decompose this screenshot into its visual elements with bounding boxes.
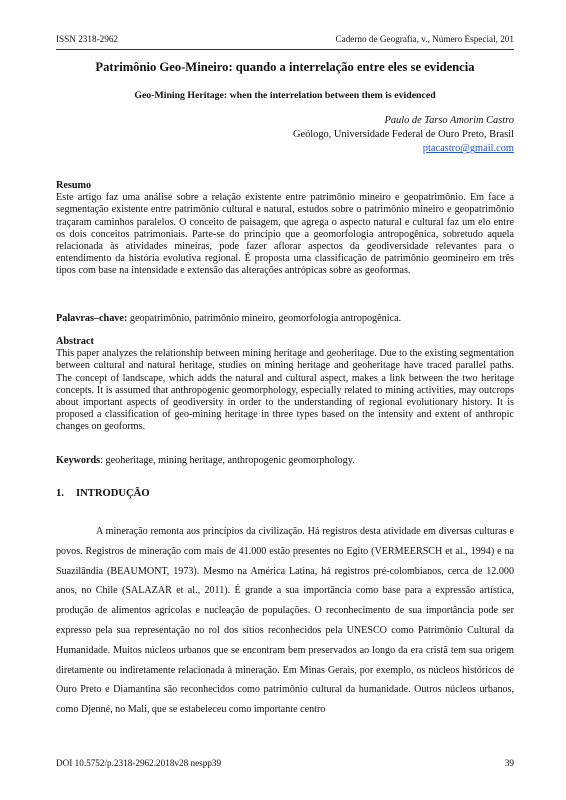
palavras-chave-text: geopatrimônio, patrimônio mineiro, geomorfologia antropogênica. — [127, 313, 402, 324]
resumo-section — [56, 180, 514, 278]
introducao-paragraph: A mineração remonta aos princípios da civilização. Há registros desta atividade em diversas culturas e povos. Registros de mineração com mais de 41.000 estão presentes no Egito (VERMEERSCH et al., 1994) e na Suazilândia (BEAUMONT, 1973). Mesmo na América Latina, há registros pré-colombianos, cerca de 12.000 anos, no Chile (SALAZAR et al., 2011). É grande a sua importância como base para a expressão artística, produção de alimentos agrícolas e nucleação de populações. O reconhecimento de sua importância pode ser expresso pela sua representação no rol dos sítios reconhecidos pela UNESCO como Patrimônio Cultural da Humanidade. Muitos núcleos urbanos que se encontram bem preservados ao longo da era cristã tem sua origem diretamente ou indiretamente relacionada à mineração. Em Minas Gerais, por exemplo, os núcleos históricos de Ouro Preto e Diamantina são reconhecidos como patrimônio cultural da humanidade. Outros núcleos urbanos, como Djenné, no Mali, que se estabeleceu como importante centro — [56, 526, 514, 716]
abstract-section — [56, 336, 514, 434]
header-divider — [56, 49, 514, 50]
keywords — [56, 455, 514, 466]
keywords-label: Keywords — [56, 455, 101, 466]
palavras-chave-label: Palavras–chave: — [56, 313, 128, 324]
palavras-chave — [56, 313, 514, 324]
abstract-heading: Abstract — [56, 336, 94, 347]
journal-label: Caderno de Geografia, v., Número Especial, 201 — [335, 34, 514, 44]
section-title: INTRODUÇÃO — [76, 488, 150, 499]
doi-label: DOI 10.5752/p.2318-2962.2018v28 nespp39 — [56, 758, 222, 768]
author-block — [56, 114, 514, 157]
running-header — [56, 34, 514, 48]
author-name: Paulo de Tarso Amorim Castro — [384, 115, 514, 126]
page-number: 39 — [504, 758, 514, 768]
author-affiliation: Geólogo, Universidade Federal de Ouro Preto, Brasil — [292, 129, 514, 141]
issn-label: ISSN 2318-2962 — [56, 34, 119, 44]
abstract-text: This paper analyzes the relationship between mining heritage and geoheritage. Due to the existing segmentation between cultural and natural heritage, studies on mining heritage and geoheritage have traced parallel paths. The concept of landscape, which adds the natural and cultural aspect, makes a link between the two heritage concepts. It is assumed that anthropogenic geomorphology, especially related to mining activities, may outcrops about important aspects of geodiversity in order to the understanding of regional evolutionary history. It is proposed a classification of geo-mining heritage in three types based on the intensity and extent of anthropic changes on geoforms. — [56, 348, 514, 433]
section-number: 1. — [56, 488, 64, 499]
paper-title: Patrimônio Geo-Mineiro: quando a interrelação entre eles se evidencia — [95, 60, 475, 74]
paper-subtitle: Geo-Mining Heritage: when the interrelation between them is evidenced — [134, 90, 436, 101]
author-email-link[interactable]: ptacastro@gmail.com — [422, 143, 514, 155]
keywords-text: : geoheritage, mining heritage, anthropogenic geomorphology. — [100, 455, 355, 466]
page-footer — [56, 758, 514, 772]
resumo-text: Este artigo faz uma análise sobre a relação existente entre patrimônio mineiro e geopatrimônio. Em face a segmentação existente entre patrimônio cultural e natural, estudos sobre o patrimônio mineiro e geopatrimônio traçaram caminhos paralelos. O conceito de paisagem, que agrega o aspecto natural e cultural faz um elo entre os dois conceitos patrimoniais. Parte-se do princípio que a geomorfologia antropogênica, sobretudo aquela relacionada às atividades mineiras, pode fazer aflorar aspectos da geodiversidade relevantes para o entendimento da história evolutiva regional. É proposta uma classificação de patrimônio geomineiro em três tipos com base na intensidade e extensão das alterações antrópicas sobre as geoformas. — [56, 192, 514, 277]
introducao-heading — [56, 488, 150, 499]
resumo-heading: Resumo — [56, 180, 92, 191]
